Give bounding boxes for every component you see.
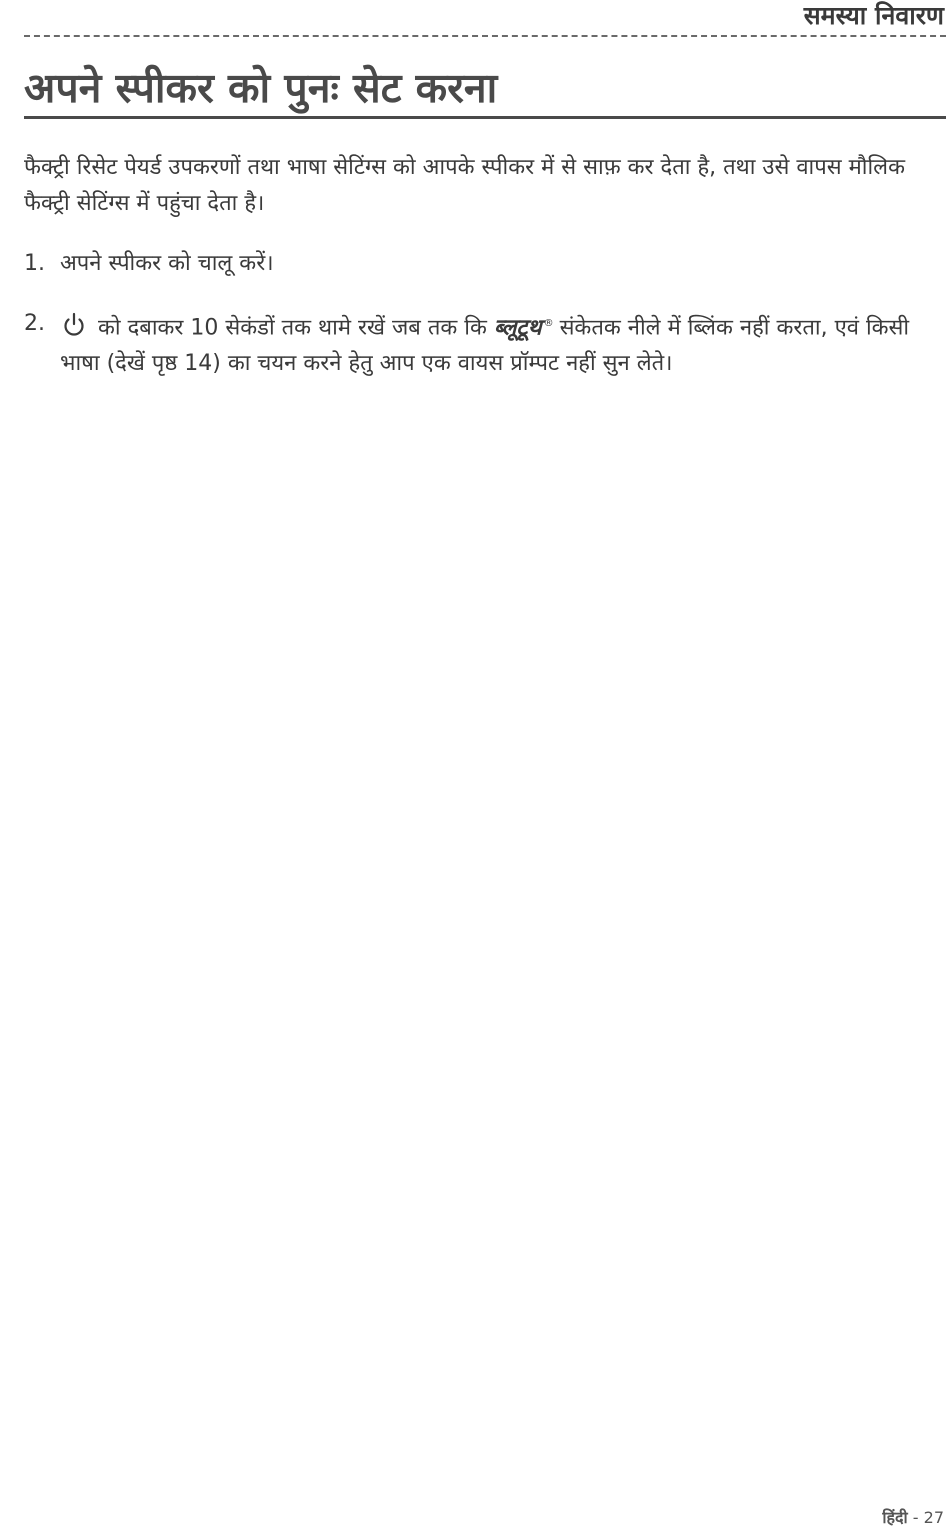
title-underline: [24, 116, 946, 119]
list-item: [24, 306, 934, 382]
footer-language: हिंदी: [882, 1508, 908, 1527]
step-number: 1.: [24, 251, 45, 276]
step-text-before: को दबाकर 10 सेकंडों तक थामे रखें जब तक कि: [98, 315, 487, 341]
intro-paragraph: फैक्ट्री रिसेट पेयर्ड उपकरणों तथा भाषा सेटिंग्स को आपके स्पीकर में से साफ़ कर देता है, तथा उसे वापस मौलिक फैक्ट्री सेटिंग्स में पहुंचा देता है।: [24, 155, 905, 216]
step-text: अपने स्पीकर को चालू करें।: [60, 251, 274, 276]
footer-separator: -: [907, 1508, 924, 1527]
page-footer: [882, 1506, 944, 1528]
power-icon: [60, 311, 88, 339]
steps-list: [24, 246, 934, 406]
step-text-after: संकेतक नीले में ब्लिंक नहीं करता, एवं किसी भाषा (देखें पृष्ठ 14) का चयन करने हेतु आप एक वायस प्रॉम्पट नहीं सुन लेते।: [60, 315, 910, 377]
section-header: समस्या निवारण: [803, 1, 944, 30]
step-number: 2.: [24, 311, 45, 336]
page-title: अपने स्पीकर को पुनः सेट करना: [24, 64, 498, 112]
registered-mark: ®: [543, 318, 554, 329]
header-dashed-divider: [24, 35, 946, 37]
bluetooth-brand: ब्लूटूथ: [493, 315, 542, 341]
list-item: [24, 246, 934, 282]
page-number: 27: [923, 1508, 944, 1527]
